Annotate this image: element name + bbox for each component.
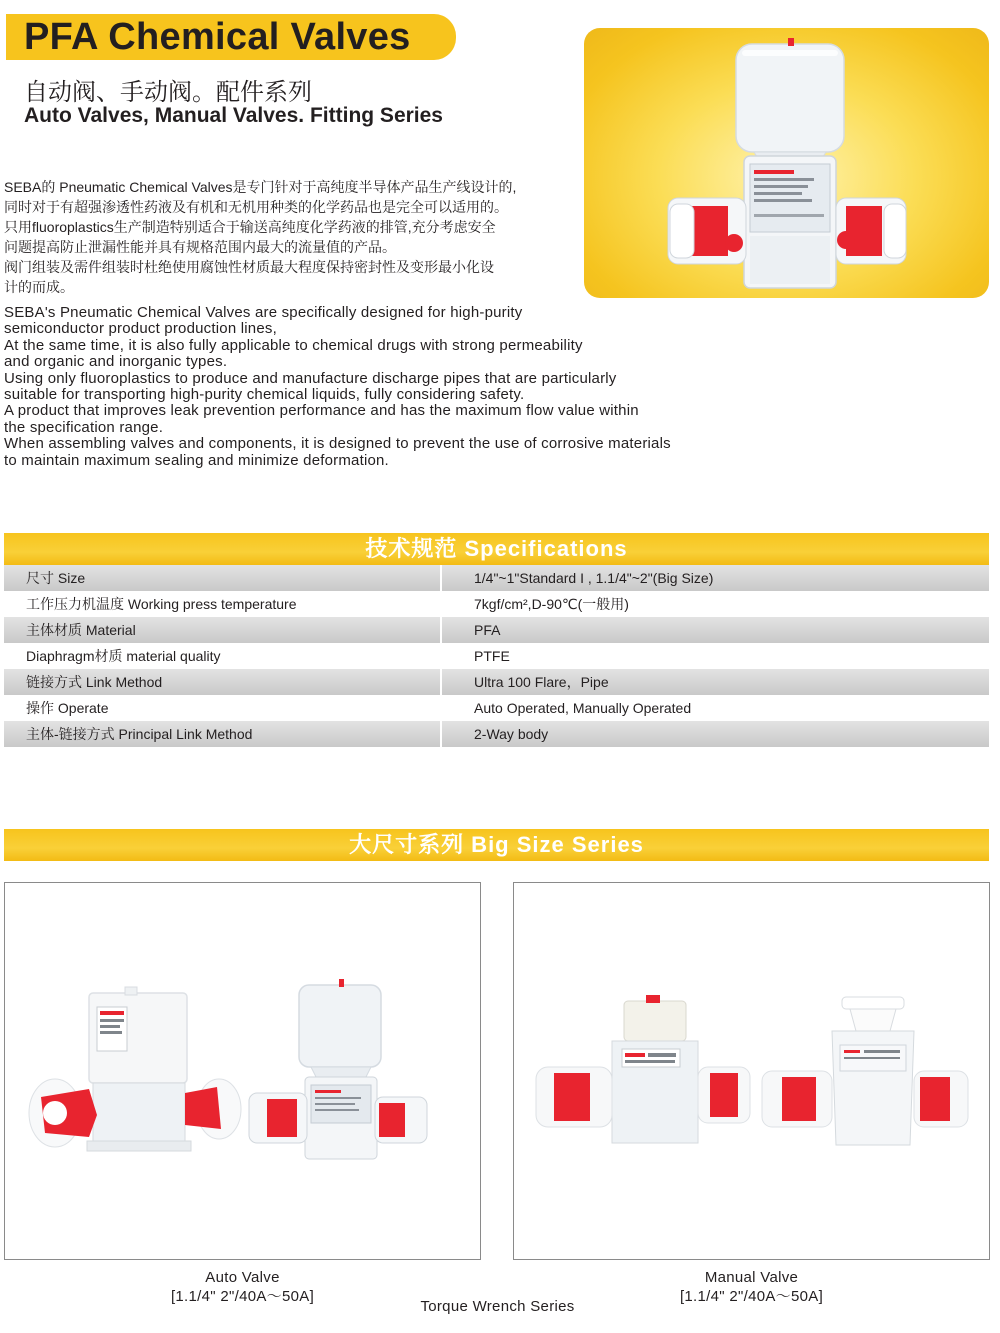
spec-key: 尺寸 Size <box>4 565 441 591</box>
manual-valve-name: Manual Valve <box>704 1269 799 1286</box>
intro-en-line: the specification range. <box>4 418 164 436</box>
spec-key: 链接方式 Link Method <box>4 669 441 695</box>
spec-row <box>4 591 989 617</box>
intro-en-line: A product that improves leak prevention performance and has the maximum flow value within <box>4 402 639 420</box>
spec-row <box>4 617 989 643</box>
spec-row <box>4 643 989 669</box>
intro-en-line: semiconductor product production lines, <box>4 320 277 338</box>
intro-en-line: and organic and inorganic types. <box>4 353 228 371</box>
manual-valve-image-frame <box>513 882 990 1260</box>
page-title: PFA Chemical Valves <box>24 16 411 58</box>
spec-key: 主体材质 Material <box>4 617 441 643</box>
spec-value: 2-Way body <box>441 721 989 747</box>
intro-en-line: When assembling valves and components, it is designed to prevent the use of corrosive materials <box>4 435 671 453</box>
subtitle-chinese: 自动阀、手动阀。配件系列 <box>24 79 312 106</box>
intro-cn-line: SEBA的 Pneumatic Chemical Valves是专门针对于高纯度半导体产品生产线设计的, <box>4 179 517 195</box>
spec-key: 主体-链接方式 Principal Link Method <box>4 721 441 747</box>
spec-value: Ultra 100 Flare，Pipe <box>441 669 989 695</box>
spec-key: Diaphragm材质 material quality <box>4 643 441 669</box>
spec-row <box>4 565 989 591</box>
intro-cn-line: 同时对于有超强渗透性药液及有机和无机用种类的化学药品也是完全可以适用的。 <box>4 199 508 215</box>
torque-wrench-series-label: Torque Wrench Series <box>420 1298 575 1315</box>
auto-valve-image-frame <box>4 882 481 1260</box>
intro-cn-line: 计的而成。 <box>4 279 74 295</box>
big-size-series-header: 大尺寸系列 Big Size Series <box>4 829 989 861</box>
intro-en-line: suitable for transporting high-purity chemical liquids, fully considering safety. <box>4 386 525 404</box>
specifications-table <box>4 565 989 747</box>
spec-value: PTFE <box>474 648 510 664</box>
spec-value: Auto Operated, Manually Operated <box>474 700 692 716</box>
spec-value: PFA <box>441 617 989 643</box>
intro-cn-line: 问题提高防止泄漏性能并具有规格范围内最大的流量值的产品。 <box>4 239 396 255</box>
intro-en-line: At the same time, it is also fully applicable to chemical drugs with strong permeability <box>4 336 583 354</box>
specifications-header: 技术规范 Specifications <box>4 533 989 565</box>
manual-valves-illustration <box>514 883 988 1258</box>
auto-valve-name: Auto Valve <box>205 1269 280 1286</box>
manual-valve-size: [1.1/4" 2"/40A～50A] <box>679 1288 824 1305</box>
spec-value: 7kgf/cm²,D-90℃(一般用) <box>474 596 629 612</box>
pneumatic-valve-illustration <box>584 28 989 298</box>
spec-key: 工作压力机温度 Working press temperature <box>4 591 441 617</box>
spec-row <box>4 669 989 695</box>
intro-cn-line: 只用fluoroplastics生产制造特别适合于输送高纯度化学药液的排管,充分考虑安全 <box>4 219 496 235</box>
spec-key: 操作 Operate <box>4 695 441 721</box>
intro-chinese <box>4 177 516 297</box>
auto-valve-size: [1.1/4" 2"/40A～50A] <box>170 1288 315 1305</box>
spec-row <box>4 721 989 747</box>
hero-product-image <box>584 28 989 298</box>
intro-en-line: Using only fluoroplastics to produce and manufacture discharge pipes that are particularly <box>4 369 617 387</box>
auto-valves-illustration <box>5 883 479 1258</box>
spec-row <box>4 695 989 721</box>
intro-english <box>4 305 671 469</box>
spec-value: 1/4"~1"Standard I , 1.1/4"~2"(Big Size) <box>441 565 989 591</box>
subtitle-english: Auto Valves, Manual Valves. Fitting Series <box>24 104 443 127</box>
intro-en-line: to maintain maximum sealing and minimize deformation. <box>4 451 389 469</box>
intro-cn-line: 阀门组装及需件组装时杜绝使用腐蚀性材质最大程度保持密封性及变形最小化设 <box>4 259 494 275</box>
intro-en-line: SEBA's Pneumatic Chemical Valves are specifically designed for high-purity <box>4 304 523 321</box>
